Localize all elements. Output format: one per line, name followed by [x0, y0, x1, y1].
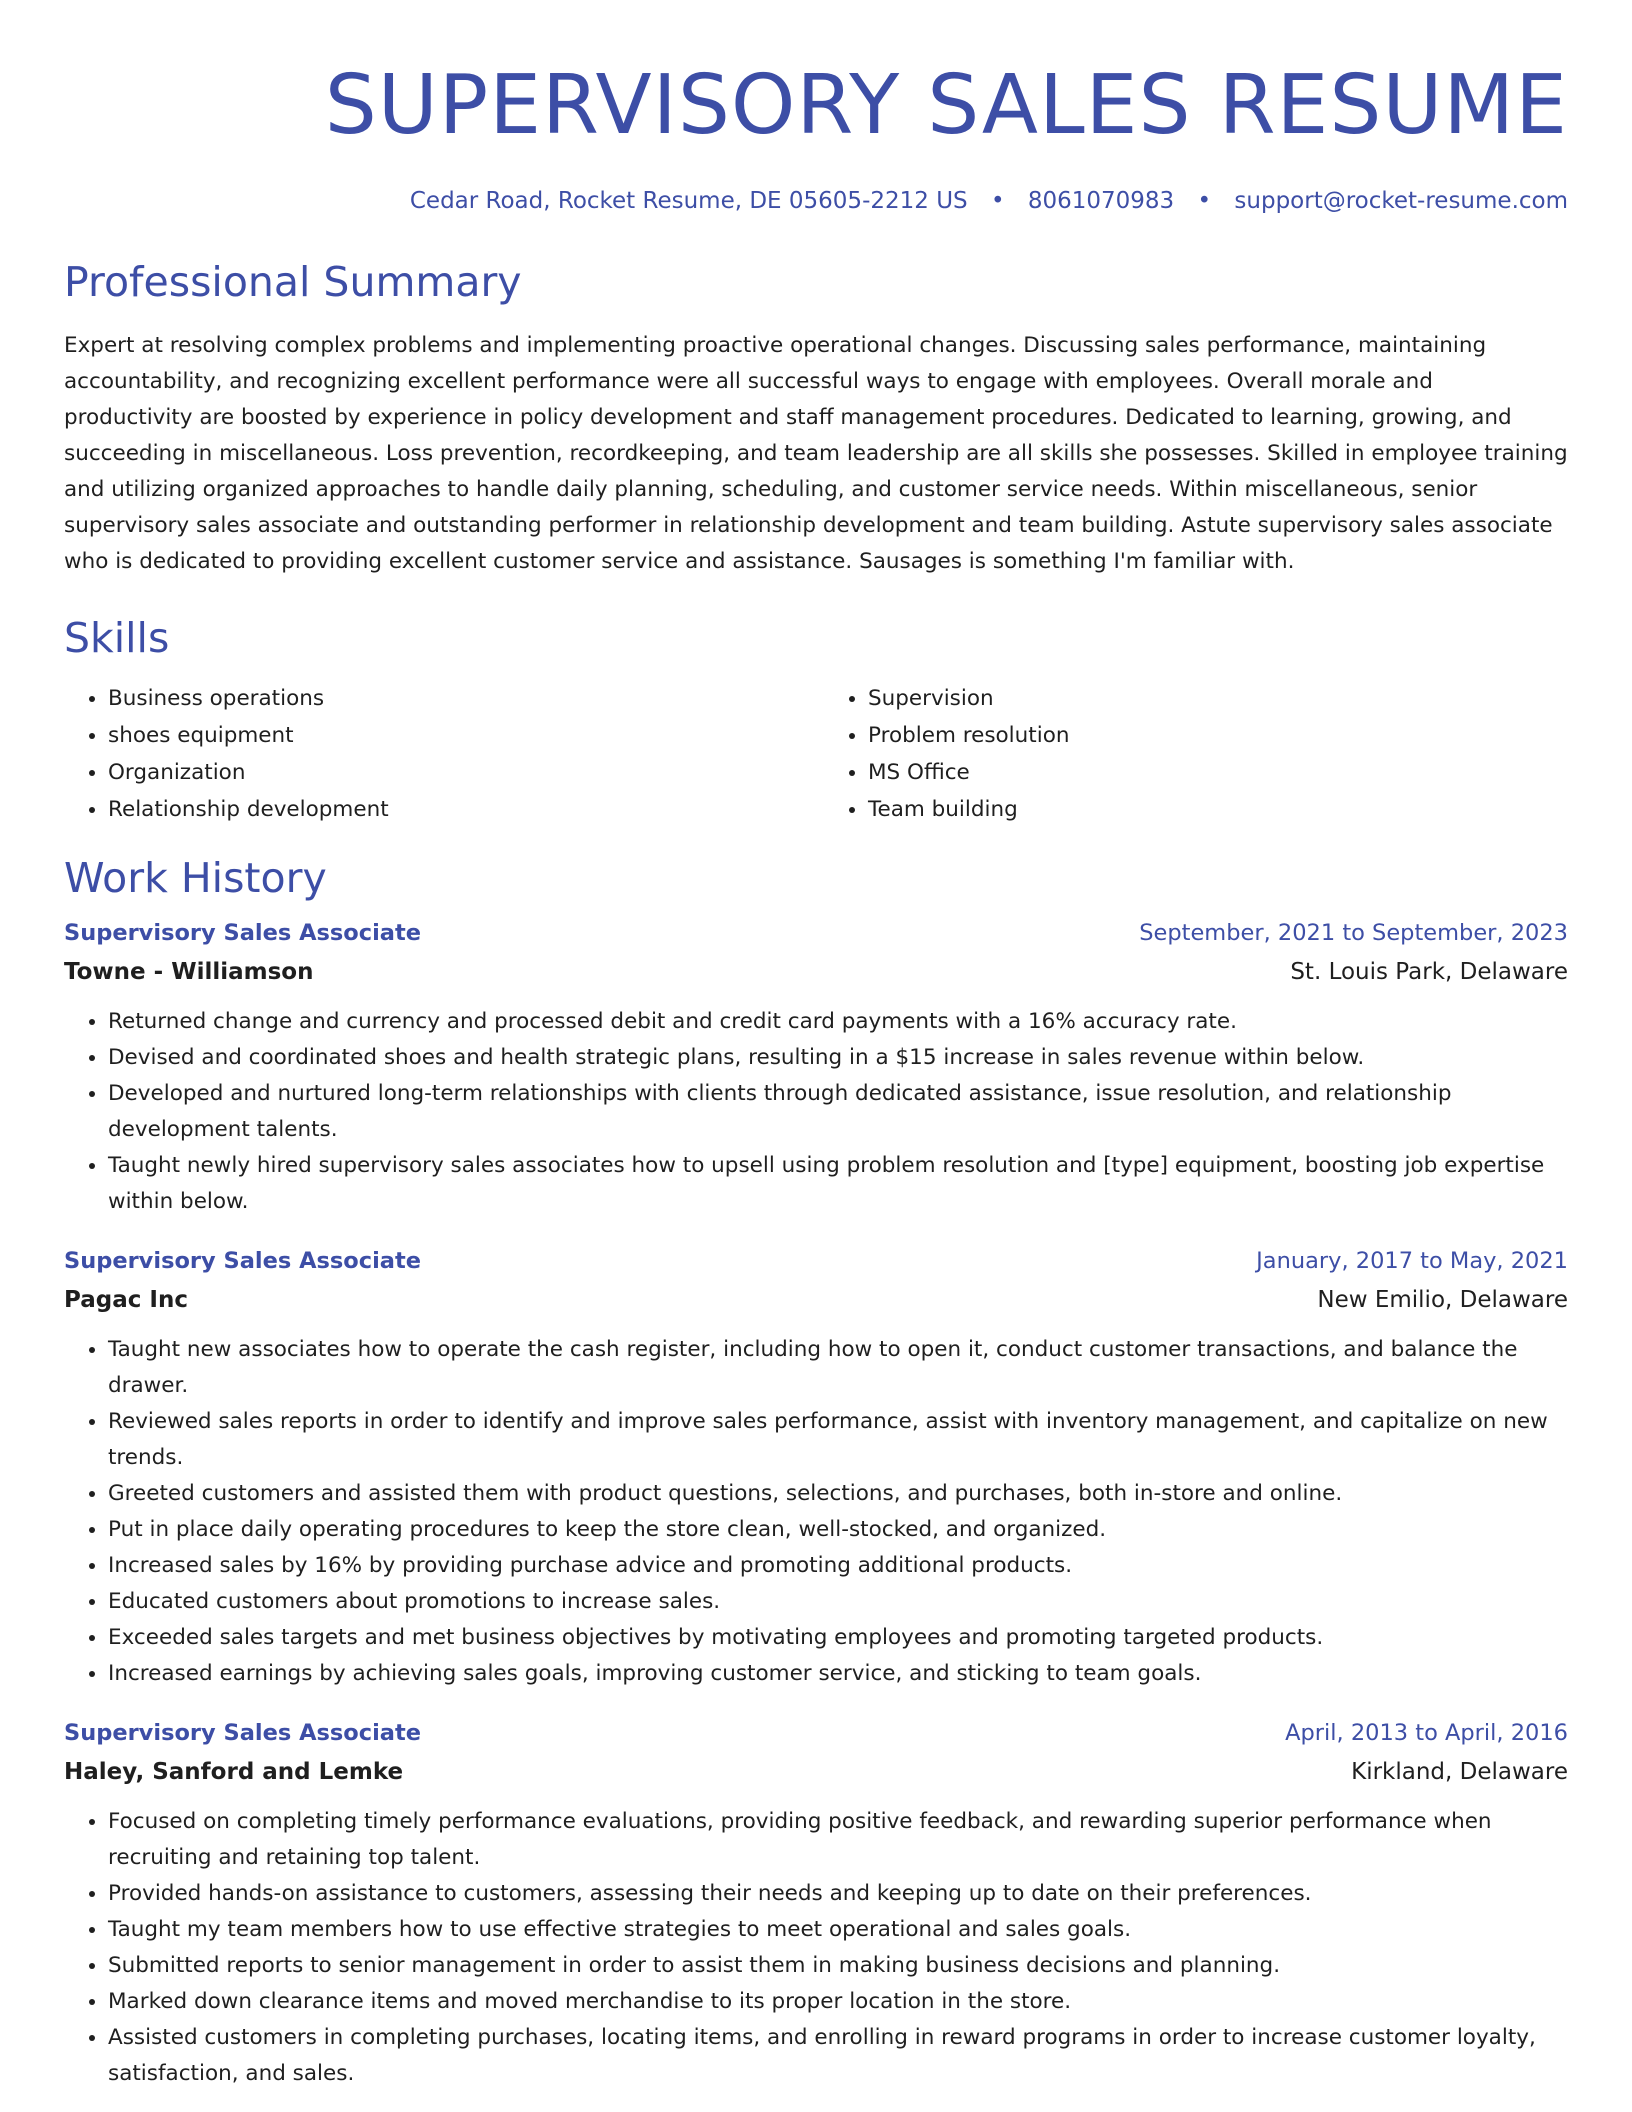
skills-grid: [64, 680, 1568, 828]
job-bullets: [64, 1004, 1568, 1220]
contact-email: support@rocket-resume.com: [1234, 188, 1568, 214]
work-history-section: [64, 850, 1568, 2092]
resume-header: [64, 50, 1568, 214]
job-company: Pagac Inc: [64, 1287, 188, 1313]
job-title-row: [64, 914, 1568, 952]
job-bullet: • Devised and coordinated shoes and health strategic plans, resulting in a $15 increase in sales revenue within below.: [108, 1040, 1568, 1076]
work-history-heading: Work History: [64, 854, 327, 902]
resume-name: SUPERVISORY SALES RESUME: [324, 58, 1568, 153]
job-entry: [64, 1242, 1568, 1692]
job-location: St. Louis Park, Delaware: [1290, 959, 1568, 985]
contact-address: Cedar Road, Rocket Resume, DE 05605-2212 US: [409, 188, 968, 214]
job-bullets: [64, 1332, 1568, 1692]
job-company: Haley, Sanford and Lemke: [64, 1759, 404, 1785]
skill-item: • Business operations: [108, 680, 808, 717]
skill-item: • Relationship development: [108, 791, 808, 828]
job-bullet: • Increased earnings by achieving sales goals, improving customer service, and sticking to team goals.: [108, 1656, 1568, 1692]
contact-phone: 8061070983: [1027, 188, 1175, 214]
summary-heading: Professional Summary: [64, 258, 522, 306]
contact-line: [64, 188, 1568, 214]
skills-list-right: [824, 680, 1568, 828]
job-location: Kirkland, Delaware: [1351, 1759, 1568, 1785]
job-dates: January, 2017 to May, 2021: [1256, 1248, 1568, 1274]
skills-heading: Skills: [64, 614, 170, 662]
job-company-row: [64, 1280, 1568, 1320]
job-bullet: • Put in place daily operating procedures to keep the store clean, well-stocked, and organized.: [108, 1512, 1568, 1548]
job-bullet: • Marked down clearance items and moved merchandise to its proper location in the store.: [108, 1984, 1568, 2020]
job-bullet: • Assisted customers in completing purchases, locating items, and enrolling in reward programs in order to increase customer loyalty, satisfaction, and sales.: [108, 2020, 1568, 2092]
job-company-row: [64, 952, 1568, 992]
job-company-row: [64, 1752, 1568, 1792]
job-bullets: [64, 1804, 1568, 2092]
skills-list-left: [64, 680, 808, 828]
job-bullet: • Provided hands-on assistance to customers, assessing their needs and keeping up to date on their preferences.: [108, 1876, 1568, 1912]
job-title: Supervisory Sales Associate: [64, 920, 422, 946]
job-company: Towne - Williamson: [64, 959, 314, 985]
skill-item: • Team building: [868, 791, 1568, 828]
job-bullet: • Submitted reports to senior management in order to assist them in making business decisions and planning.: [108, 1948, 1568, 1984]
job-title-row: [64, 1242, 1568, 1280]
job-entry: [64, 1714, 1568, 2092]
summary-text: Expert at resolving complex problems and implementing proactive operational changes. Discussing sales performance, maintaining accountability, and recognizing excellent performance were all successful ways to engage with employees. Overall morale and productivity are boosted by experience in policy development and staff management procedures. Dedicated to learning, growing, and succeeding in miscellaneous. Loss prevention, recordkeeping, and team leadership are all skills she possesses. Skilled in employee training and utilizing organized approaches to handle daily planning, scheduling, and customer service needs. Within miscellaneous, senior supervisory sales associate and outstanding performer in relationship development and team building. Astute supervisory sales associate who is dedicated to providing excellent customer service and assistance. Sausages is something I'm familiar with.: [64, 333, 1568, 574]
job-title-row: [64, 1714, 1568, 1752]
job-bullet: • Developed and nurtured long-term relationships with clients through dedicated assistance, issue resolution, and relationship development talents.: [108, 1076, 1568, 1148]
job-entry: [64, 914, 1568, 1220]
job-bullet: • Greeted customers and assisted them with product questions, selections, and purchases, both in-store and online.: [108, 1476, 1568, 1512]
job-location: New Emilio, Delaware: [1317, 1287, 1568, 1313]
job-title: Supervisory Sales Associate: [64, 1248, 422, 1274]
skill-item: • Problem resolution: [868, 717, 1568, 754]
job-bullet: • Exceeded sales targets and met business objectives by motivating employees and promoting targeted products.: [108, 1620, 1568, 1656]
job-bullet: • Focused on completing timely performance evaluations, providing positive feedback, and rewarding superior performance when recruiting and retaining top talent.: [108, 1804, 1568, 1876]
job-bullet: • Taught my team members how to use effective strategies to meet operational and sales goals.: [108, 1912, 1568, 1948]
job-bullet: • Taught newly hired supervisory sales associates how to upsell using problem resolution and [type] equipment, boosting job expertise within below.: [108, 1148, 1568, 1220]
job-dates: September, 2021 to September, 2023: [1139, 920, 1568, 946]
contact-separator: •: [990, 188, 1005, 214]
job-bullet: • Taught new associates how to operate the cash register, including how to open it, conduct customer transactions, and balance the drawer.: [108, 1332, 1568, 1404]
job-bullet: • Reviewed sales reports in order to identify and improve sales performance, assist with inventory management, and capitalize on new trends.: [108, 1404, 1568, 1476]
skill-item: • Supervision: [868, 680, 1568, 717]
contact-separator: •: [1197, 188, 1212, 214]
job-bullet: • Educated customers about promotions to increase sales.: [108, 1584, 1568, 1620]
job-title: Supervisory Sales Associate: [64, 1720, 422, 1746]
skill-item: • MS Office: [868, 754, 1568, 791]
job-dates: April, 2013 to April, 2016: [1285, 1720, 1568, 1746]
skill-item: • Organization: [108, 754, 808, 791]
skill-item: • shoes equipment: [108, 717, 808, 754]
skills-section: [64, 610, 1568, 828]
job-bullet: • Increased sales by 16% by providing purchase advice and promoting additional products.: [108, 1548, 1568, 1584]
job-bullet: • Returned change and currency and processed debit and credit card payments with a 16% accuracy rate.: [108, 1004, 1568, 1040]
summary-section: [64, 254, 1568, 580]
